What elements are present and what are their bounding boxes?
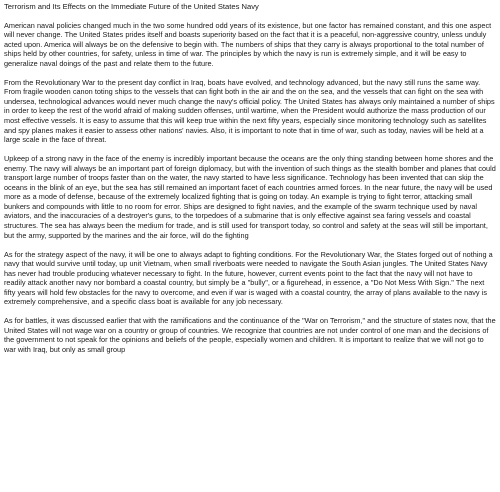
essay-paragraph-3: Upkeep of a strong navy in the face of the enemy is incredibly important because the oceans are the only thing standing between home shores and the enemy. The navy will always be an important part of foreign diplomacy, but with the invention of such things as the stealth bomber and planes that could transport large number of troops faster than on the water, the navy started to have less significance. Technology has been invented that can skip the oceans in the blink of an eye, but the sea has still remained an important facet of each countries armed forces. In the near future, the navy will be used more as a mode of defense, because of the extremely localized fighting that is going on today. An example is trying to fight terror, attacking small bunkers and compounds with little to no room for error. Ships are designed to fight navies, and the example of the swarm technique used by naval aviators, and the inaccuracies of a destroyer's guns, to the torpedoes of a submarine that is only effective against sea faring vessels and coastal structures. The sea has always been the medium for trade, and is still used for transport today, so control and safety at the seas will still be important, but the army, supported by the marines and the air force, will do the fighting [4,154,496,240]
essay-paragraph-4: As for the strategy aspect of the navy, it will be one to always adapt to fighting conditions. For the Revolutionary War, the States forged out of nothing a navy that would survive until today, up unit Vietnam, when small riverboats were needed to navigate the South Asian jungles. The United States Navy has never had trouble producing whatever necessary to fight. In the future, however, current events point to the fact that the navy will not have to readily attack another navy nor bombard a coastal country, but simply be a "bully", or a figurehead, in essence, a "Do Not Mess With Sign." The next fifty years will hold few obstacles for the navy to overcome, and even if war is waged with a coastal country, the array of plans available to the navy is extremely comprehensive, and a specific class boat is available for any job necessary. [4,249,493,307]
essay-paragraph-1: American naval policies changed much in the two some hundred odd years of its existence, but one factor has remained constant, and this one aspect will never change. The United States prides itself and boasts superiority based on the fact that it is a peaceful, non-aggressive country, unless unduly acted upon. America will always be on the defensive to begin with. The numbers of ships that they carry is always proportional to the total number of ships held by other countries, for safety, unless in time of war. The principles by which the navy is run is extremely simple, and it will be easy to generalize naval doings of the past and relate them to the future. [4,20,492,68]
essay-title: Terrorism and Its Effects on the Immediate Future of the United States Navy [4,2,259,11]
essay-paragraph-5: As for battles, it was discussed earlier that with the ramifications and the continuance of the "War on Terrorism," and the structure of states now, that the United States will not wage war on a country or group of countries. We recognize that countries are not under control of one man and the decisions of the government to not speak for the opinions and beliefs of the people, especially women and children. It is important to realize that we will not go to war with Iraq, but only as small group [4,316,496,354]
essay-paragraph-2: From the Revolutionary War to the present day conflict in Iraq, boats have evolved, and technology advanced, but the navy still runs the same way. From fragile wooden canon toting ships to the vessels that can fight both in the air and the on the sea, and the vessels that can fight on the sea with undersea, technological advances would never much change the navy's official policy. The United States has always only maintained a number of ships in order to keep the rest of the world afraid of making sudden offenses, until wartime, when the President would authorize the mass production of our most effective vessels. It is easy to assume that this will keep true within the next fifty years, especially since monitoring technology such as satellites and spy planes makes it easier to assess other nations' navies. Also, it is important to note that in time of war, such as today, navies will be held at a large scale in the face of threat. [4,77,495,145]
